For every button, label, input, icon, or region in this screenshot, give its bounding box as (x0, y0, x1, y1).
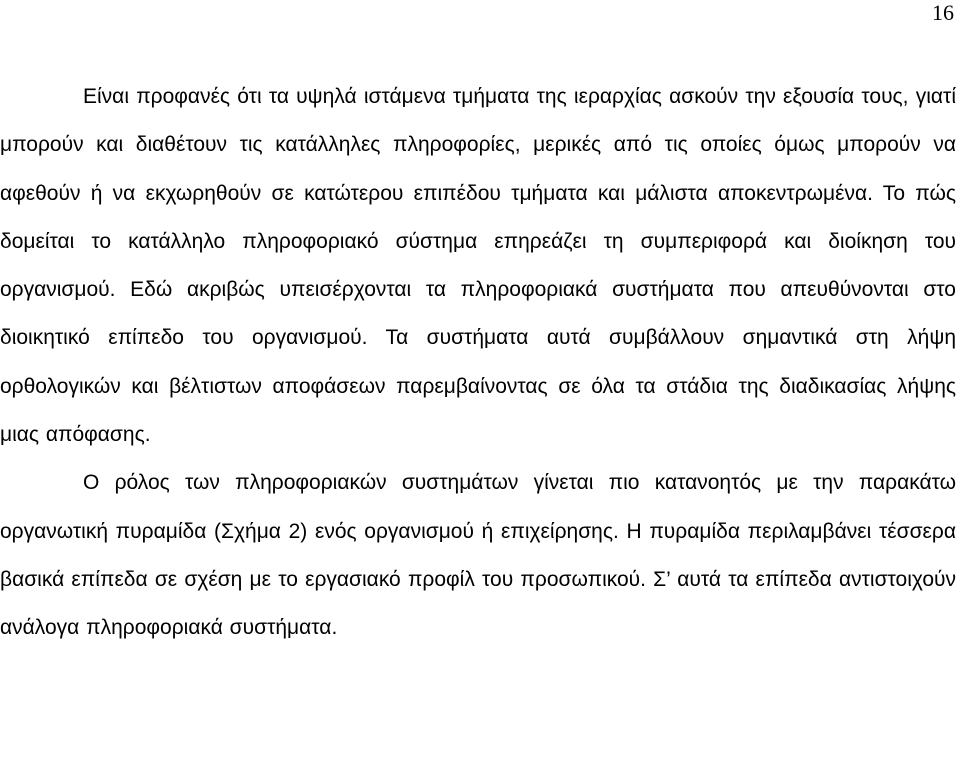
paragraph-organizational-pyramid: Ο ρόλος των πληροφοριακών συστημάτων γίνεται πιο κατανοητός με την παρακάτω οργανωτική πυραμίδα (Σχήμα 2) ενός οργανισμού ή επιχείρησης. Η πυραμίδα περιλαμβάνει τέσσερα βασικά επίπεδα σε σχέση με το εργασιακό προφίλ του προσωπικού. Σ’ αυτά τα επίπεδα αντιστοιχούν ανάλογα πληροφοριακά συστήματα. (0, 471, 956, 640)
page-number: 16 (932, 0, 954, 25)
paragraph-hierarchy-authority: Είναι προφανές ότι τα υψηλά ιστάμενα τμήματα της ιεραρχίας ασκούν την εξουσία τους, γιατί μπορούν και διαθέτουν τις κατάλληλες πληροφορίες, μερικές από τις οποίες όμως μπορούν να αφεθούν ή να εκχωρηθούν σε κατώτερου επιπέδου τμήματα και μάλιστα αποκεντρωμένα. Το πώς δομείται το κατάλληλο πληροφοριακό σύστημα επηρεάζει τη συμπεριφορά και διοίκηση του οργανισμού. Εδώ ακριβώς υπεισέρχονται τα πληροφοριακά συστήματα που απευθύνονται στο διοικητικό επίπεδο του οργανισμού. Τα συστήματα αυτά συμβάλλουν σημαντικά στη λήψη ορθολογικών και βέλτιστων αποφάσεων παρεμβαίνοντας σε όλα τα στάδια της διαδικασίας λήψης μιας απόφασης. (0, 85, 956, 447)
body-text (0, 73, 956, 653)
